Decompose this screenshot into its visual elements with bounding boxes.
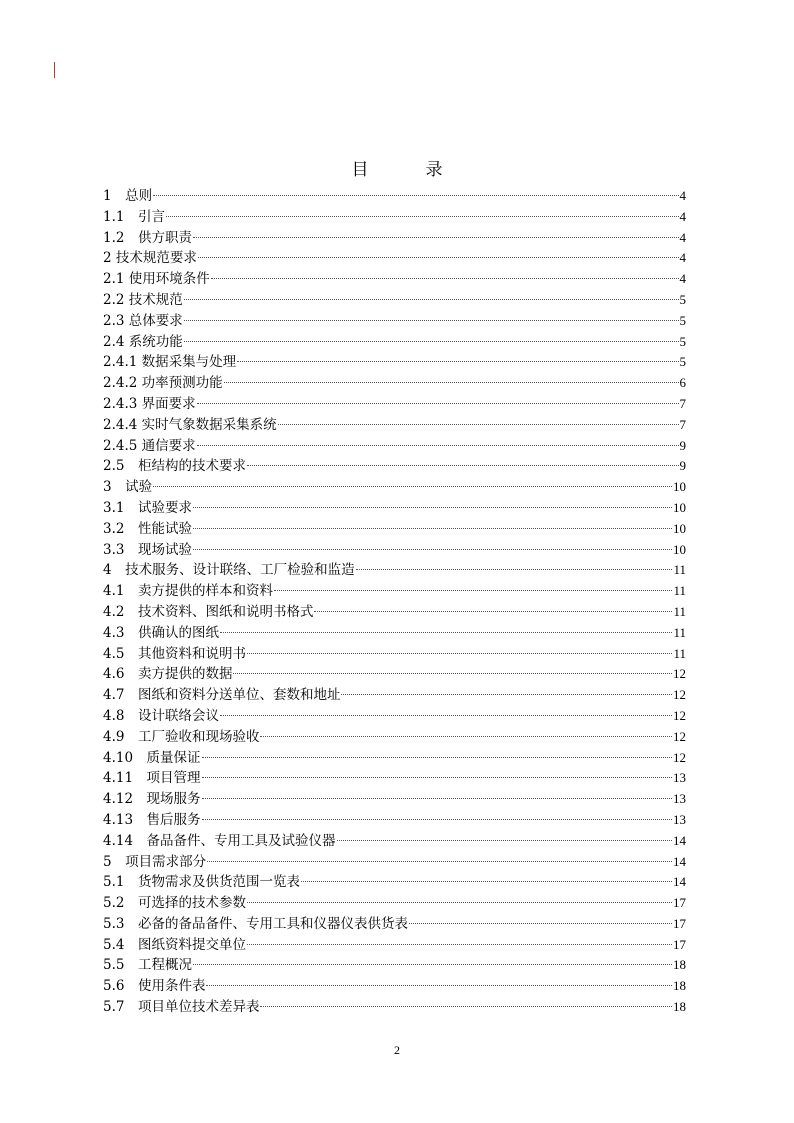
- toc-entry-label: 5.2 可选择的技术参数: [103, 895, 246, 912]
- toc-entry[interactable]: [103, 623, 686, 644]
- toc-entry-page: 11: [673, 562, 686, 578]
- dot-leader: [314, 611, 672, 612]
- toc-entry-page: 12: [673, 749, 686, 765]
- toc-entry-label: 2.4.2 功率预测功能: [103, 375, 223, 392]
- dot-leader: [260, 1006, 672, 1007]
- toc-entry[interactable]: [103, 602, 686, 623]
- toc-entry[interactable]: [103, 373, 686, 394]
- toc-entry-page: 6: [679, 375, 686, 391]
- dot-leader: [337, 840, 672, 841]
- dot-leader: [197, 445, 679, 446]
- toc-entry-page: 4: [679, 250, 686, 266]
- toc-entry-label: 1.1 引言: [103, 208, 165, 225]
- toc-entry-label: 2.4.1 数据采集与处理: [103, 354, 237, 371]
- toc-entry[interactable]: [103, 789, 686, 810]
- toc-entry-label: 4.7 图纸和资料分送单位、套数和地址: [103, 687, 341, 704]
- toc-entry[interactable]: [103, 935, 686, 956]
- toc-entry-label: 4.11 项目管理: [103, 770, 201, 787]
- dot-leader: [224, 382, 679, 383]
- toc-entry-page: 4: [679, 229, 686, 245]
- dot-leader: [198, 257, 679, 258]
- toc-entry-page: 5: [679, 291, 686, 307]
- toc-entry-label: 2.4.3 界面要求: [103, 395, 196, 412]
- dot-leader: [233, 673, 672, 674]
- toc-entry[interactable]: [103, 872, 686, 893]
- toc-entry-page: 13: [673, 791, 686, 807]
- toc-entry-label: 4.12 现场服务: [103, 791, 201, 808]
- dot-leader: [278, 424, 679, 425]
- toc-entry-page: 18: [673, 978, 686, 994]
- toc-entry-label: 5.5 工程概况: [103, 957, 192, 974]
- toc-entry[interactable]: [103, 810, 686, 831]
- toc-entry-label: 3.3 现场试验: [103, 541, 192, 558]
- toc-entry-page: 5: [679, 333, 686, 349]
- toc-entry-page: 13: [673, 770, 686, 786]
- dot-leader: [193, 528, 672, 529]
- toc-entry-label: 1 总则: [103, 188, 153, 204]
- dot-leader: [166, 216, 679, 217]
- toc-entry-label: 4 技术服务、设计联络、工厂检验和监造: [103, 562, 355, 579]
- toc-entry-page: 14: [673, 853, 686, 869]
- toc-entry[interactable]: [103, 581, 686, 602]
- toc-entry-label: 1.2 供方职责: [103, 229, 192, 246]
- toc-entry-label: 5.7 项目单位技术差异表: [103, 999, 260, 1016]
- toc-entry-label: 3 试验: [103, 479, 153, 496]
- dot-leader: [409, 923, 672, 924]
- dot-leader: [202, 819, 672, 820]
- toc-entry[interactable]: [103, 560, 686, 581]
- table-of-contents: [103, 186, 686, 1018]
- toc-entry[interactable]: [103, 955, 686, 976]
- toc-entry[interactable]: [103, 685, 686, 706]
- toc-entry[interactable]: [103, 644, 686, 665]
- toc-entry[interactable]: [103, 186, 686, 207]
- toc-entry-label: 4.8 设计联络会议: [103, 707, 219, 724]
- toc-entry-page: 5: [679, 312, 686, 328]
- toc-entry-label: 3.2 性能试验: [103, 520, 192, 537]
- toc-entry[interactable]: [103, 269, 686, 290]
- margin-mark: [54, 62, 55, 78]
- toc-entry-label: 4.10 质量保证: [103, 749, 201, 766]
- toc-entry-page: 4: [679, 188, 686, 203]
- dot-leader: [207, 861, 672, 862]
- toc-entry[interactable]: [103, 436, 686, 457]
- dot-leader: [153, 195, 678, 196]
- toc-entry[interactable]: [103, 394, 686, 415]
- dot-leader: [206, 985, 672, 986]
- toc-entry-page: 9: [679, 437, 686, 453]
- toc-entry-label: 2 技术规范要求: [103, 250, 197, 267]
- toc-entry[interactable]: [103, 997, 686, 1018]
- dot-leader: [153, 486, 672, 487]
- dot-leader: [220, 715, 672, 716]
- toc-entry[interactable]: [103, 976, 686, 997]
- toc-entry-label: 5.6 使用条件表: [103, 978, 206, 995]
- page-title: 目 录: [351, 160, 463, 180]
- toc-entry-page: 17: [673, 936, 686, 952]
- toc-entry[interactable]: [103, 519, 686, 540]
- dot-leader: [247, 653, 672, 654]
- toc-entry[interactable]: [103, 498, 686, 519]
- page-number: 2: [394, 1043, 400, 1057]
- toc-entry[interactable]: [103, 248, 686, 269]
- toc-entry[interactable]: [103, 352, 686, 373]
- toc-entry[interactable]: [103, 415, 686, 436]
- dot-leader: [247, 944, 672, 945]
- toc-entry-label: 2.3 总体要求: [103, 312, 183, 329]
- toc-entry[interactable]: [103, 228, 686, 249]
- toc-entry-page: 10: [673, 520, 686, 536]
- dot-leader: [260, 736, 672, 737]
- toc-entry[interactable]: [103, 748, 686, 769]
- toc-entry[interactable]: [103, 332, 686, 353]
- toc-entry-page: 17: [673, 895, 686, 911]
- toc-entry-label: 4.2 技术资料、图纸和说明书格式: [103, 603, 314, 620]
- toc-entry[interactable]: [103, 311, 686, 332]
- toc-entry[interactable]: [103, 852, 686, 873]
- dot-leader: [202, 757, 672, 758]
- toc-entry-label: 2.2 技术规范: [103, 291, 183, 308]
- dot-leader: [184, 320, 679, 321]
- toc-entry-page: 12: [673, 666, 686, 682]
- toc-entry-label: 2.4 系统功能: [103, 333, 183, 350]
- dot-leader: [356, 569, 673, 570]
- toc-entry-label: 5.4 图纸资料提交单位: [103, 936, 246, 953]
- dot-leader: [237, 361, 678, 362]
- dot-leader: [197, 403, 679, 404]
- toc-entry-label: 4.6 卖方提供的数据: [103, 666, 233, 683]
- dot-leader: [220, 632, 672, 633]
- dot-leader: [193, 507, 672, 508]
- toc-entry-page: 5: [679, 354, 686, 370]
- toc-entry-page: 4: [679, 208, 686, 224]
- toc-entry-page: 11: [673, 645, 686, 661]
- toc-entry-page: 11: [673, 624, 686, 640]
- dot-leader: [184, 341, 679, 342]
- toc-entry[interactable]: [103, 706, 686, 727]
- toc-entry[interactable]: [103, 831, 686, 852]
- toc-entry-label: 5.1 货物需求及供货范围一览表: [103, 874, 300, 891]
- toc-entry-label: 4.14 备品备件、专用工具及试验仪器: [103, 832, 336, 849]
- toc-entry-page: 11: [673, 603, 686, 619]
- dot-leader: [211, 278, 679, 279]
- toc-entry-page: 12: [673, 687, 686, 703]
- toc-entry[interactable]: [103, 477, 686, 498]
- toc-entry-label: 4.9 工厂验收和现场验收: [103, 728, 260, 745]
- toc-entry-label: 2.4.5 通信要求: [103, 437, 196, 454]
- toc-entry[interactable]: [103, 207, 686, 228]
- toc-entry[interactable]: [103, 914, 686, 935]
- toc-entry-page: 14: [673, 874, 686, 890]
- toc-entry-label: 4.1 卖方提供的样本和资料: [103, 583, 273, 600]
- toc-entry-label: 5.3 必备的备品备件、专用工具和仪器仪表供货表: [103, 915, 408, 932]
- dot-leader: [274, 590, 672, 591]
- toc-entry-label: 4.3 供确认的图纸: [103, 624, 219, 641]
- toc-entry-page: 9: [679, 458, 686, 474]
- toc-entry[interactable]: [103, 540, 686, 561]
- dot-leader: [193, 549, 672, 550]
- dot-leader: [247, 902, 672, 903]
- toc-entry-page: 13: [673, 811, 686, 827]
- toc-entry-page: 14: [673, 832, 686, 848]
- toc-entry[interactable]: [103, 727, 686, 748]
- dot-leader: [247, 465, 679, 466]
- toc-entry-page: 11: [673, 583, 686, 599]
- toc-entry-page: 18: [673, 957, 686, 973]
- toc-entry-page: 10: [673, 499, 686, 515]
- toc-entry-label: 3.1 试验要求: [103, 499, 192, 516]
- toc-entry-page: 10: [673, 541, 686, 557]
- toc-entry-label: 2.1 使用环境条件: [103, 271, 210, 288]
- dot-leader: [202, 777, 672, 778]
- toc-entry[interactable]: [103, 893, 686, 914]
- toc-entry[interactable]: [103, 664, 686, 685]
- dot-leader: [341, 694, 672, 695]
- dot-leader: [202, 798, 672, 799]
- toc-entry[interactable]: [103, 290, 686, 311]
- dot-leader: [193, 964, 672, 965]
- toc-entry-page: 12: [673, 728, 686, 744]
- dot-leader: [193, 237, 679, 238]
- toc-entry-page: 10: [673, 479, 686, 495]
- toc-entry-page: 12: [673, 707, 686, 723]
- toc-entry-page: 7: [679, 395, 686, 411]
- toc-entry-label: 2.4.4 实时气象数据采集系统: [103, 416, 277, 433]
- toc-entry[interactable]: [103, 768, 686, 789]
- toc-entry-label: 2.5 柜结构的技术要求: [103, 458, 246, 475]
- toc-entry-page: 7: [679, 416, 686, 432]
- toc-entry-page: 18: [673, 999, 686, 1015]
- dot-leader: [301, 881, 672, 882]
- toc-entry-page: 4: [679, 271, 686, 287]
- toc-entry-label: 5 项目需求部分: [103, 853, 207, 870]
- toc-entry-label: 4.5 其他资料和说明书: [103, 645, 246, 662]
- toc-entry-label: 4.13 售后服务: [103, 811, 201, 828]
- dot-leader: [184, 299, 679, 300]
- toc-entry-page: 17: [673, 915, 686, 931]
- toc-entry[interactable]: [103, 456, 686, 477]
